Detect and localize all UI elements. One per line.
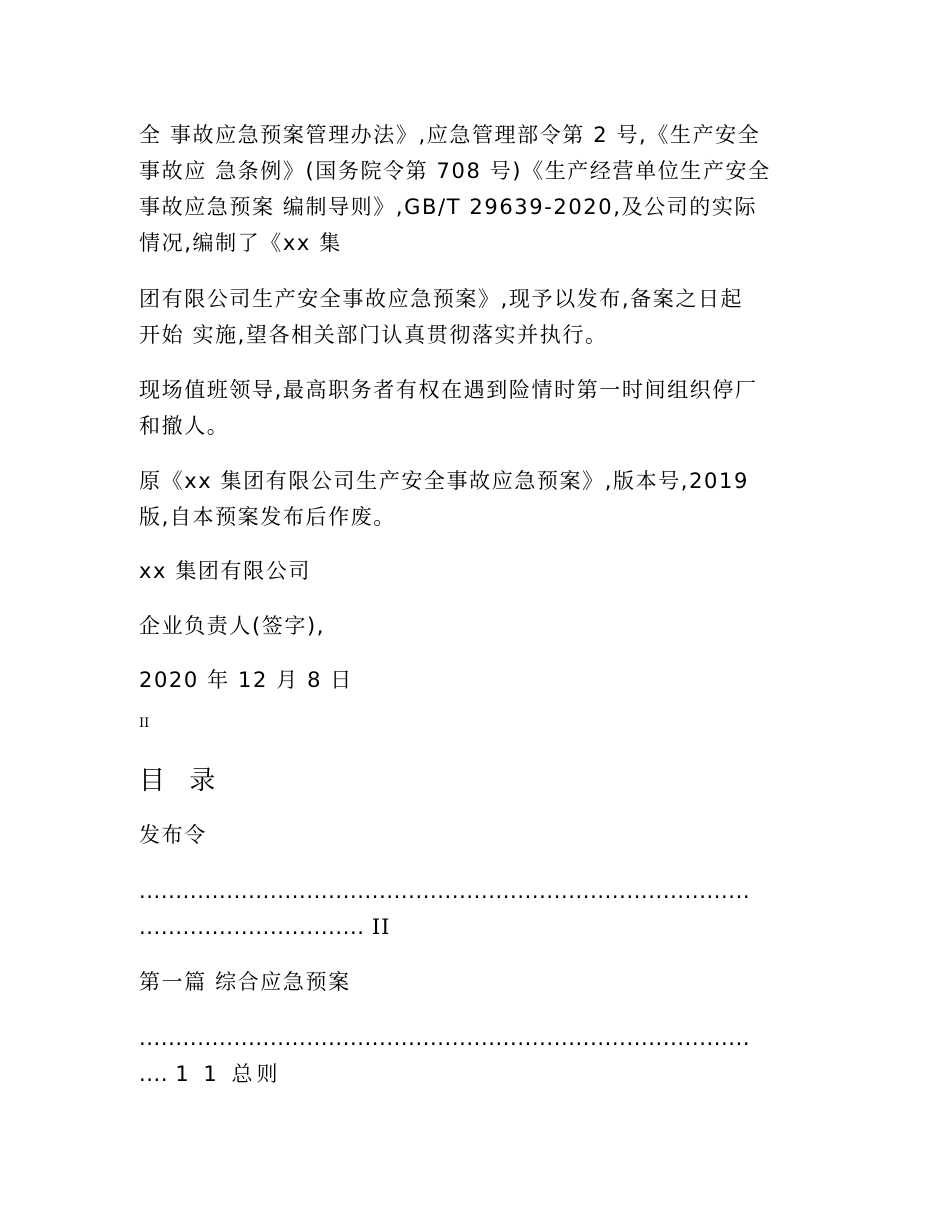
body-text-line: 版,自本预案发布后作废。 bbox=[139, 505, 396, 529]
issue-date: 2020 年 12 月 8 日 bbox=[139, 668, 353, 692]
toc-entry-page-line[interactable] bbox=[139, 1056, 281, 1092]
body-text-line: 事故应急预案 编制导则》,GB/T 29639-2020,及公司的实际 bbox=[139, 195, 758, 219]
toc-item-label[interactable]: 第一篇 综合应急预案 bbox=[139, 970, 351, 994]
toc-page-ref: II bbox=[371, 915, 391, 939]
body-text-line: 情况,编制了《xx 集 bbox=[139, 231, 342, 255]
body-text-line: 现场值班领导,最高职务者有权在遇到险情时第一时间组织停厂 bbox=[139, 378, 758, 402]
body-text-line: 全 事故应急预案管理办法》,应急管理部令第 2 号,《生产安全 bbox=[139, 123, 761, 147]
toc-page-ref: 1 1 总则 bbox=[175, 1062, 282, 1086]
toc-leader-dots: ............................... bbox=[139, 915, 365, 939]
body-text-line: 开始 实施,望各相关部门认真贯彻落实并执行。 bbox=[139, 323, 608, 347]
page-number: II bbox=[139, 716, 150, 731]
body-text-line: 团有限公司生产安全事故应急预案》,现予以发布,备案之日起 bbox=[139, 287, 744, 311]
body-text-line: 和撤人。 bbox=[139, 414, 230, 438]
body-text-line: 事故应 急条例》(国务院令第 708 号)《生产经营单位生产安全 bbox=[139, 159, 771, 183]
toc-leader-dots: .................................................................................... bbox=[139, 1026, 751, 1050]
toc-leader-dots: .................................................................................... bbox=[139, 879, 751, 903]
company-name: xx 集团有限公司 bbox=[139, 559, 311, 583]
toc-item-label[interactable]: 发布令 bbox=[139, 823, 207, 847]
signature-line: 企业负责人(签字), bbox=[139, 614, 326, 638]
toc-entry-page-line[interactable] bbox=[139, 909, 390, 945]
body-text-line: 原《xx 集团有限公司生产安全事故应急预案》,版本号,2019 bbox=[139, 469, 749, 493]
toc-leader-dots: .... bbox=[139, 1062, 169, 1086]
toc-title: 目 录 bbox=[139, 766, 224, 796]
